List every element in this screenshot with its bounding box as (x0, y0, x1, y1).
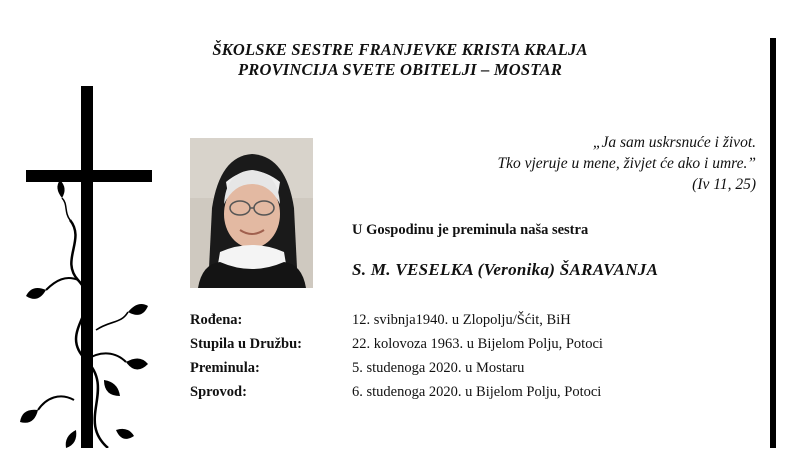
announcement-text: U Gospodinu je preminula naša sestra (352, 222, 589, 238)
detail-row-born (190, 310, 670, 334)
portrait-photo (190, 138, 313, 288)
quote-line-1: „Ja sam uskrsnuće i život. (592, 134, 756, 151)
detail-label: Sprovod: (190, 384, 247, 400)
detail-value: 22. kolovoza 1963. u Bijelom Polju, Potoci (352, 336, 603, 352)
province-name: PROVINCIJA SVETE OBITELJI – MOSTAR (237, 60, 563, 79)
detail-row-joined (190, 334, 670, 358)
congregation-name: ŠKOLSKE SESTRE FRANJEVKE KRISTA KRALJA (212, 40, 588, 59)
detail-row-died (190, 358, 670, 382)
scripture-quote (326, 132, 756, 195)
quote-line-2: Tko vjeruje u mene, živjet će ako i umre.” (497, 155, 756, 172)
deceased-name: S. M. VESELKA (Veronika) ŠARAVANJA (352, 260, 659, 279)
detail-label: Stupila u Družbu: (190, 336, 303, 352)
details-list (190, 310, 670, 406)
black-border-bar (770, 38, 776, 448)
cross-with-vine-icon (16, 80, 166, 448)
congregation-header (150, 40, 650, 80)
detail-value: 6. studenoga 2020. u Bijelom Polju, Potoci (352, 384, 602, 400)
detail-value: 12. svibnja1940. u Zlopolju/Šćit, BiH (352, 312, 571, 328)
detail-label: Preminula: (190, 360, 260, 376)
quote-reference: (Iv 11, 25) (692, 176, 756, 193)
detail-row-funeral (190, 382, 670, 406)
detail-value: 5. studenoga 2020. u Mostaru (352, 360, 525, 376)
detail-label: Rođena: (190, 312, 243, 328)
